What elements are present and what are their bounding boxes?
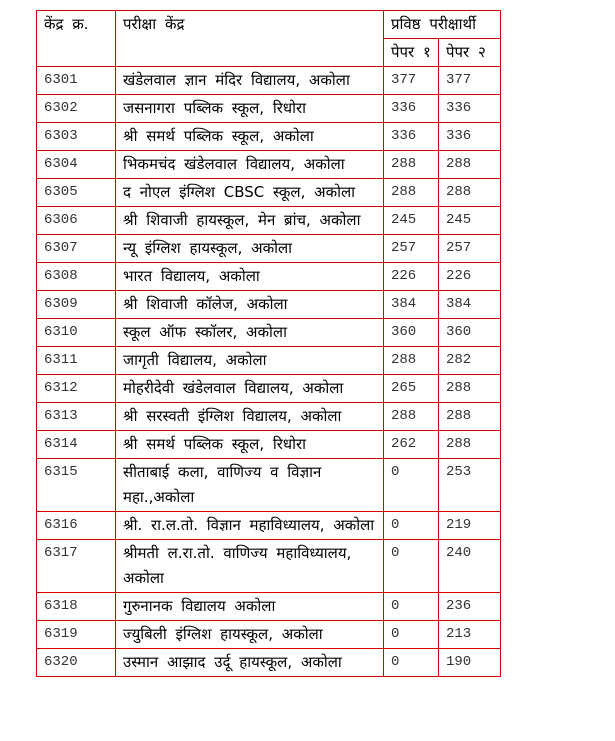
paper2-cell: 377: [439, 67, 501, 95]
center-name-cell: श्री समर्थ पब्लिक स्कूल, रिधोरा: [116, 431, 384, 459]
paper1-cell: 288: [384, 403, 439, 431]
center-no-cell: 6307: [37, 235, 116, 263]
paper2-cell: 282: [439, 347, 501, 375]
center-name-cell: श्री शिवाजी हायस्कूल, मेन ब्रांच, अकोला: [116, 207, 384, 235]
header-center-no: केंद्र क्र.: [37, 11, 116, 67]
paper1-cell: 245: [384, 207, 439, 235]
paper2-cell: 384: [439, 291, 501, 319]
center-name-cell: गुरुनानक विद्यालय अकोला: [116, 593, 384, 621]
center-name-cell: न्यू इंग्लिश हायस्कूल, अकोला: [116, 235, 384, 263]
table-row: [37, 403, 501, 431]
table-header: [37, 11, 501, 67]
header-paper-2: पेपर २: [439, 39, 501, 67]
table-row: [37, 179, 501, 207]
paper2-cell: 253: [439, 459, 501, 512]
center-name-cell: उस्मान आझाद उर्दू हायस्कूल, अकोला: [116, 649, 384, 677]
paper2-cell: 213: [439, 621, 501, 649]
paper2-cell: 360: [439, 319, 501, 347]
center-no-cell: 6301: [37, 67, 116, 95]
paper1-cell: 288: [384, 179, 439, 207]
table-row: [37, 95, 501, 123]
center-name-cell: जागृती विद्यालय, अकोला: [116, 347, 384, 375]
center-no-cell: 6316: [37, 512, 116, 540]
paper2-cell: 226: [439, 263, 501, 291]
paper1-cell: 265: [384, 375, 439, 403]
paper2-cell: 219: [439, 512, 501, 540]
paper1-cell: 336: [384, 95, 439, 123]
paper1-cell: 377: [384, 67, 439, 95]
center-name-cell: खंडेलवाल ज्ञान मंदिर विद्यालय, अकोला: [116, 67, 384, 95]
paper2-cell: 257: [439, 235, 501, 263]
header-enrolled-examinees: प्रविष्ठ परीक्षार्थी: [384, 11, 501, 39]
table-row: [37, 621, 501, 649]
center-name-cell: द नोएल इंग्लिश CBSC स्कूल, अकोला: [116, 179, 384, 207]
paper1-cell: 384: [384, 291, 439, 319]
paper2-cell: 288: [439, 179, 501, 207]
table-row: [37, 235, 501, 263]
paper2-cell: 240: [439, 540, 501, 593]
paper2-cell: 336: [439, 123, 501, 151]
paper1-cell: 360: [384, 319, 439, 347]
center-name-cell: मोहरीदेवी खंडेलवाल विद्यालय, अकोला: [116, 375, 384, 403]
table-row: [37, 67, 501, 95]
paper2-cell: 336: [439, 95, 501, 123]
paper1-cell: 0: [384, 649, 439, 677]
center-no-cell: 6309: [37, 291, 116, 319]
center-no-cell: 6314: [37, 431, 116, 459]
center-no-cell: 6308: [37, 263, 116, 291]
center-no-cell: 6318: [37, 593, 116, 621]
paper1-cell: 0: [384, 459, 439, 512]
table-row: [37, 347, 501, 375]
table-row: [37, 375, 501, 403]
center-name-cell: श्रीमती ल.रा.तो. वाणिज्य महाविध्यालय, अकोला: [116, 540, 384, 593]
paper2-cell: 288: [439, 431, 501, 459]
paper2-cell: 245: [439, 207, 501, 235]
exam-centers-table: [36, 10, 501, 677]
center-name-cell: ज्युबिली इंग्लिश हायस्कूल, अकोला: [116, 621, 384, 649]
paper1-cell: 0: [384, 593, 439, 621]
paper2-cell: 288: [439, 403, 501, 431]
header-exam-center: परीक्षा केंद्र: [116, 11, 384, 67]
paper1-cell: 257: [384, 235, 439, 263]
table-row: [37, 512, 501, 540]
center-name-cell: स्कूल ऑफ स्कॉलर, अकोला: [116, 319, 384, 347]
table-row: [37, 593, 501, 621]
center-name-cell: श्री सरस्वती इंग्लिश विद्यालय, अकोला: [116, 403, 384, 431]
center-name-cell: श्री. रा.ल.तो. विज्ञान महाविध्यालय, अकोला: [116, 512, 384, 540]
paper1-cell: 0: [384, 540, 439, 593]
table-row: [37, 123, 501, 151]
paper1-cell: 336: [384, 123, 439, 151]
header-paper-1: पेपर १: [384, 39, 439, 67]
center-name-cell: जसनागरा पब्लिक स्कूल, रिधोरा: [116, 95, 384, 123]
center-no-cell: 6304: [37, 151, 116, 179]
center-name-cell: श्री समर्थ पब्लिक स्कूल, अकोला: [116, 123, 384, 151]
table-row: [37, 540, 501, 593]
table-row: [37, 207, 501, 235]
center-no-cell: 6317: [37, 540, 116, 593]
center-no-cell: 6320: [37, 649, 116, 677]
table-row: [37, 459, 501, 512]
table-row: [37, 263, 501, 291]
center-no-cell: 6312: [37, 375, 116, 403]
center-no-cell: 6313: [37, 403, 116, 431]
header-row-top: [37, 11, 501, 39]
center-no-cell: 6310: [37, 319, 116, 347]
center-no-cell: 6306: [37, 207, 116, 235]
center-no-cell: 6315: [37, 459, 116, 512]
table-body: [37, 67, 501, 677]
paper2-cell: 190: [439, 649, 501, 677]
paper1-cell: 0: [384, 621, 439, 649]
center-name-cell: श्री शिवाजी कॉलेज, अकोला: [116, 291, 384, 319]
paper1-cell: 226: [384, 263, 439, 291]
center-name-cell: सीताबाई कला, वाणिज्य व विज्ञान महा.,अकोला: [116, 459, 384, 512]
table-row: [37, 431, 501, 459]
paper1-cell: 0: [384, 512, 439, 540]
center-name-cell: भिकमचंद खंडेलवाल विद्यालय, अकोला: [116, 151, 384, 179]
center-no-cell: 6302: [37, 95, 116, 123]
table-row: [37, 319, 501, 347]
center-no-cell: 6305: [37, 179, 116, 207]
paper2-cell: 288: [439, 151, 501, 179]
paper1-cell: 288: [384, 347, 439, 375]
center-no-cell: 6303: [37, 123, 116, 151]
paper1-cell: 288: [384, 151, 439, 179]
center-name-cell: भारत विद्यालय, अकोला: [116, 263, 384, 291]
paper1-cell: 262: [384, 431, 439, 459]
center-no-cell: 6311: [37, 347, 116, 375]
table-row: [37, 291, 501, 319]
paper2-cell: 288: [439, 375, 501, 403]
table-row: [37, 649, 501, 677]
paper2-cell: 236: [439, 593, 501, 621]
center-no-cell: 6319: [37, 621, 116, 649]
table-row: [37, 151, 501, 179]
